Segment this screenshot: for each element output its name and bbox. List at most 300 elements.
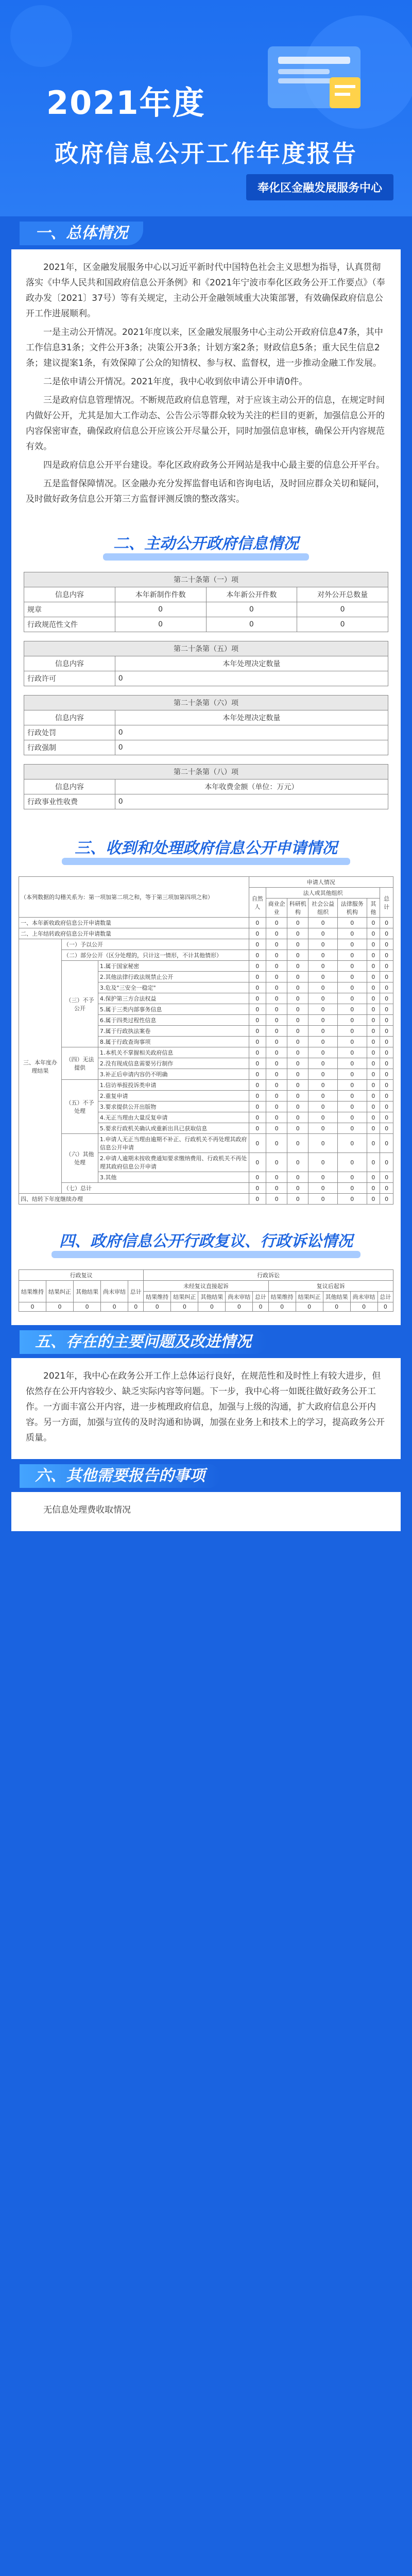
cell-value: 0	[115, 725, 388, 740]
cell-value: 0	[206, 602, 297, 617]
section-2-block	[11, 520, 401, 825]
col-header: 本年新制作件数	[115, 587, 206, 602]
section-1-para: 五是监督保障情况。区金融办充分发挥监督电话和咨询电话，及时回应群众关切和疑问，及时做好政务信息公开第三方监督评测反馈的整改落实。	[26, 479, 385, 504]
col-group-header: 行政复议	[19, 1270, 144, 1281]
cell-value: 0	[171, 1302, 198, 1312]
col-header: 结果维持	[268, 1292, 296, 1302]
col-header: 尚未审结	[101, 1281, 128, 1302]
col-header: 自然人	[249, 888, 266, 918]
cell-value: 0	[249, 1037, 266, 1047]
section-1-para: 一是主动公开情况。2021年度以来，区金融发展服务中心主动公开政府信息47条，其中工作信息31条；文件公开3条；决策公开3条；计划方案2条；财政信息5条；重大民生信息2条；建议提案1条，有效保障了公众的知情权、参与权、监督权，进一步推动金融工作发展。	[26, 327, 383, 368]
cell-value: 0	[337, 1123, 367, 1134]
col-header: 其他结果	[74, 1281, 101, 1302]
row-group-label: （五）不予处理	[62, 1080, 98, 1134]
section-5-text: 2021年，我中心在政务公开工作上总体运行良好，在规范性和及时性上有较大进步，但依然存在公开内容较少、缺乏实际内容等问题。下一步，我中心将一如既往做好政务公开工作。一方面丰富公开内容，进一步梳理政府信息，加强与上级的沟通，扩大政府信息公开内容。另一方面，加强与宣传的及时沟通和协调，加强在业务上和技术上的学习，提高政务公开质量。	[26, 1371, 385, 1443]
cell-value: 0	[266, 1026, 287, 1037]
cell-value: 0	[308, 918, 338, 928]
section-2-head	[11, 520, 401, 572]
cell-value: 0	[380, 1101, 393, 1112]
cell-value: 0	[266, 993, 287, 1004]
section-4-block	[11, 1218, 401, 1325]
col-group-header: 复议后起诉	[268, 1281, 393, 1292]
col-header: 总计	[253, 1292, 268, 1302]
cell-value: 0	[380, 1069, 393, 1080]
row-label: 2.其他法律行政法规禁止公开	[98, 972, 249, 982]
row-group-label: 三、本年度办理结果	[19, 939, 62, 1194]
table-row	[24, 725, 388, 740]
row-label: 6.属于四类过程性信息	[98, 1015, 249, 1026]
section-3-title: 三、收到和处理政府信息公开申请情况	[75, 839, 337, 857]
cell-value: 0	[308, 1123, 338, 1134]
table-caption: 第二十条第（五）项	[24, 641, 388, 656]
col-header: 对外公开总数量	[297, 587, 388, 602]
section-1-para: 三是政府信息管理情况。不断规范政府信息管理，对于应该主动公开的信息，在规定时间内做好公开，尤其是加大工作动态、公告公示等群众较为关注的栏目的更新，加强信息公开的内容保密审查，确保政府信息公开应该公开尽量公开，同时加强信息审核，确保公开内容规范有效。	[26, 395, 385, 452]
cell-value: 0	[380, 1134, 393, 1153]
col-group-header: 行政诉讼	[144, 1270, 393, 1281]
cell-value: 0	[367, 928, 380, 939]
row-label: 8.属于行政查询事项	[98, 1037, 249, 1047]
section-6-body	[11, 1492, 401, 1531]
table-corner-note: （本列数据的勾稽关系为：第一项加第二项之和，等于第三项加第四项之和）	[19, 877, 249, 918]
cell-value: 0	[268, 1302, 296, 1312]
col-group-header: 申请人情况	[249, 877, 393, 888]
cell-value: 0	[367, 982, 380, 993]
cell-value: 0	[266, 961, 287, 972]
cell-value: 0	[249, 918, 266, 928]
cell-value: 0	[337, 1047, 367, 1058]
cell-value: 0	[367, 1058, 380, 1069]
cell-value: 0	[308, 1153, 338, 1172]
spacer	[24, 686, 388, 696]
cell-value: 0	[297, 602, 388, 617]
cell-value: 0	[380, 1015, 393, 1026]
col-header: 总计	[380, 888, 393, 918]
col-header: 信息内容	[24, 710, 115, 725]
cell-value: 0	[287, 1037, 308, 1047]
cell-value: 0	[297, 617, 388, 632]
cell-value: 0	[266, 1037, 287, 1047]
section-6-head	[0, 1459, 412, 1492]
row-label: 1.本机关不掌握相关政府信息	[98, 1047, 249, 1058]
cell-value: 0	[266, 1134, 287, 1153]
cell-value: 0	[115, 671, 388, 686]
review-litigation-table	[19, 1269, 393, 1312]
cell-value: 0	[249, 939, 266, 950]
cell-value: 0	[266, 1183, 287, 1194]
cell-value: 0	[287, 961, 308, 972]
cell-value: 0	[308, 1058, 338, 1069]
spacer	[24, 755, 388, 765]
cell-value: 0	[266, 1101, 287, 1112]
cell-value: 0	[287, 918, 308, 928]
cell-value: 0	[367, 918, 380, 928]
col-header: 结果纠正	[171, 1292, 198, 1302]
section-3-block	[11, 825, 401, 1218]
cell-value: 0	[350, 1302, 377, 1312]
cell-value: 0	[266, 918, 287, 928]
col-header: 商业企业	[266, 899, 287, 918]
cell-value: 0	[308, 1112, 338, 1123]
cell-value: 0	[337, 1069, 367, 1080]
cell-value: 0	[115, 740, 388, 755]
row-label: 一、本年新收政府信息公开申请数量	[19, 918, 249, 928]
cell-value: 0	[308, 1026, 338, 1037]
cell-value: 0	[249, 1101, 266, 1112]
cell-value: 0	[308, 1047, 338, 1058]
row-group-label: （四）无法提供	[62, 1047, 98, 1080]
cell-value: 0	[367, 1037, 380, 1047]
cell-value: 0	[287, 1112, 308, 1123]
cell-value: 0	[249, 928, 266, 939]
cell-value: 0	[337, 1037, 367, 1047]
cell-value: 0	[308, 1015, 338, 1026]
cell-value: 0	[308, 1091, 338, 1101]
cell-value: 0	[380, 1037, 393, 1047]
cell-value: 0	[308, 1101, 338, 1112]
cell-value: 0	[367, 1004, 380, 1015]
cell-value: 0	[266, 1058, 287, 1069]
cell-value: 0	[249, 1080, 266, 1091]
cell-value: 0	[367, 1101, 380, 1112]
cell-value: 0	[308, 1037, 338, 1047]
cell-value: 0	[266, 1123, 287, 1134]
cell-value: 0	[337, 993, 367, 1004]
cell-value: 0	[380, 1194, 393, 1205]
row-label: 3.危及"三安全一稳定"	[98, 982, 249, 993]
section-4-head	[11, 1218, 401, 1269]
row-label: 行政处罚	[24, 725, 115, 740]
cell-value: 0	[287, 1123, 308, 1134]
table-caption: 第二十条第（八）项	[24, 765, 388, 779]
cell-value: 0	[377, 1302, 393, 1312]
cell-value: 0	[206, 617, 297, 632]
cell-value: 0	[380, 1153, 393, 1172]
cell-value: 0	[337, 939, 367, 950]
col-header: 信息内容	[24, 587, 115, 602]
cell-value: 0	[337, 1153, 367, 1172]
cell-value: 0	[367, 1183, 380, 1194]
cell-value: 0	[266, 1004, 287, 1015]
application-table	[19, 876, 393, 1205]
col-group-header: 法人或其他组织	[266, 888, 380, 899]
col-header: 总计	[128, 1281, 144, 1302]
cell-value: 0	[380, 1026, 393, 1037]
cell-value: 0	[287, 939, 308, 950]
col-group-header: 未经复议直接起诉	[144, 1281, 268, 1292]
cell-value: 0	[380, 1080, 393, 1091]
cell-value: 0	[249, 961, 266, 972]
col-header: 本年收费金额（单位：万元）	[115, 779, 388, 794]
cell-value: 0	[287, 1047, 308, 1058]
table-caption: 第二十条第（一）项	[24, 572, 388, 587]
cell-value: 0	[367, 1026, 380, 1037]
section-1-para: 二是依申请公开情况。2021年度，我中心收到依申请公开申请0件。	[43, 377, 308, 387]
cell-value: 0	[249, 1047, 266, 1058]
cell-value: 0	[266, 972, 287, 982]
cell-value: 0	[249, 1091, 266, 1101]
cell-value: 0	[380, 1183, 393, 1194]
section-1-para: 四是政府信息公开平台建设。奉化区政府政务公开网站是我中心最主要的信息公开平台。	[43, 460, 385, 470]
col-header: 本年新公开件数	[206, 587, 297, 602]
row-label: （一）予以公开	[62, 939, 249, 950]
cell-value: 0	[380, 1091, 393, 1101]
col-header: 其他结果	[198, 1292, 226, 1302]
section-2-title: 二、主动公开政府信息情况	[113, 535, 299, 553]
row-label: 4.保护第三方合法权益	[98, 993, 249, 1004]
cell-value: 0	[380, 1004, 393, 1015]
cell-value: 0	[287, 1026, 308, 1037]
table-row	[19, 928, 393, 939]
row-label: 行政许可	[24, 671, 115, 686]
cell-value: 0	[249, 972, 266, 982]
cell-value: 0	[249, 1183, 266, 1194]
cell-value: 0	[249, 993, 266, 1004]
cell-value: 0	[249, 1015, 266, 1026]
report-year: 2021年度	[46, 84, 205, 122]
cell-value: 0	[266, 1069, 287, 1080]
section-6-title: 六、其他需要报告的事项	[20, 1464, 220, 1488]
cell-value: 0	[308, 1172, 338, 1183]
table-caption: 第二十条第（六）项	[24, 696, 388, 710]
cell-value: 0	[367, 1172, 380, 1183]
cell-value: 0	[380, 1112, 393, 1123]
section-5-body	[11, 1358, 401, 1459]
cell-value: 0	[337, 1112, 367, 1123]
cell-value: 0	[74, 1302, 101, 1312]
cell-value: 0	[337, 961, 367, 972]
row-label: 3.其他	[98, 1172, 249, 1183]
cell-value: 0	[337, 1101, 367, 1112]
cell-value: 0	[308, 1069, 338, 1080]
cell-value: 0	[308, 1080, 338, 1091]
cell-value: 0	[337, 1194, 367, 1205]
cell-value: 0	[287, 1091, 308, 1101]
table-row	[24, 794, 388, 809]
cell-value: 0	[46, 1302, 74, 1312]
cell-value: 0	[380, 982, 393, 993]
section-1-head	[0, 216, 412, 249]
table-row	[24, 740, 388, 755]
cell-value: 0	[367, 972, 380, 982]
cell-value: 0	[287, 1101, 308, 1112]
col-header: 总计	[377, 1292, 393, 1302]
cell-value: 0	[249, 1058, 266, 1069]
cell-value: 0	[308, 972, 338, 982]
cell-value: 0	[144, 1302, 171, 1312]
table-row	[24, 671, 388, 686]
cell-value: 0	[367, 939, 380, 950]
cell-value: 0	[266, 1047, 287, 1058]
spacer	[24, 632, 388, 641]
cell-value: 0	[249, 1194, 266, 1205]
report-title: 政府信息公开工作年度报告	[55, 140, 357, 167]
col-header: 结果维持	[144, 1292, 171, 1302]
cell-value: 0	[249, 1134, 266, 1153]
cell-value: 0	[249, 950, 266, 961]
heading-underline	[52, 1251, 360, 1258]
cell-value: 0	[287, 1172, 308, 1183]
cell-value: 0	[287, 1194, 308, 1205]
row-label: 四、结转下年度继续办理	[19, 1194, 249, 1205]
cell-value: 0	[380, 961, 393, 972]
cell-value: 0	[115, 617, 206, 632]
cell-value: 0	[308, 950, 338, 961]
section-1-title: 一、总体情况	[20, 222, 143, 245]
cell-value: 0	[323, 1302, 350, 1312]
cell-value: 0	[367, 961, 380, 972]
cell-value: 0	[287, 982, 308, 993]
cell-value: 0	[287, 928, 308, 939]
report-org: 奉化区金融发展服务中心	[246, 174, 393, 200]
row-label: 1.申请人无正当理由逾期不补正、行政机关不再处理其政府信息公开申请	[98, 1134, 249, 1153]
cell-value: 0	[249, 1112, 266, 1123]
cell-value: 0	[266, 939, 287, 950]
row-label: 5.属于三类内部事务信息	[98, 1004, 249, 1015]
cell-value: 0	[308, 982, 338, 993]
cell-value: 0	[308, 1194, 338, 1205]
cell-value: 0	[115, 794, 388, 809]
cell-value: 0	[380, 950, 393, 961]
cell-value: 0	[249, 1026, 266, 1037]
cell-value: 0	[287, 993, 308, 1004]
table-row	[19, 939, 393, 950]
cell-value: 0	[266, 1091, 287, 1101]
col-header: 结果纠正	[46, 1281, 74, 1302]
row-label: （二）部分公开（区分处理的，只计这一情形，不计其他情形）	[62, 950, 249, 961]
cell-value: 0	[266, 982, 287, 993]
cell-value: 0	[266, 928, 287, 939]
cell-value: 0	[337, 928, 367, 939]
cell-value: 0	[249, 1123, 266, 1134]
cell-value: 0	[380, 939, 393, 950]
cell-value: 0	[287, 1058, 308, 1069]
section-1-para: 2021年，区金融发展服务中心以习近平新时代中国特色社会主义思想为指导，认真贯彻落实《中华人民共和国政府信息公开条例》和《2021年宁波市奉化区政务公开工作要点》（奉政办发〔2021〕37号）等有关规定，主动公开金融领域重大决策部署，有效确保政府信息公开工作进展顺利。	[26, 262, 385, 319]
cell-value: 0	[287, 972, 308, 982]
row-label: 1.信访举报投诉类申请	[98, 1080, 249, 1091]
row-label: 2.申请人逾期未按收费通知要求缴纳费用、行政机关不再处理其政府信息公开申请	[98, 1153, 249, 1172]
cell-value: 0	[287, 1069, 308, 1080]
cell-value: 0	[287, 1134, 308, 1153]
cell-value: 0	[337, 1004, 367, 1015]
cell-value: 0	[337, 982, 367, 993]
cell-value: 0	[287, 1153, 308, 1172]
table-row	[24, 617, 388, 632]
cell-value: 0	[380, 972, 393, 982]
section-1-body	[11, 249, 401, 520]
row-label: 7.属于行政执法案卷	[98, 1026, 249, 1037]
section-5-head	[0, 1325, 412, 1358]
row-label: 4.无正当理由大量反复申请	[98, 1112, 249, 1123]
table-row	[19, 950, 393, 961]
cell-value: 0	[198, 1302, 226, 1312]
row-label: 1.属于国家秘密	[98, 961, 249, 972]
cell-value: 0	[380, 1047, 393, 1058]
row-label: 二、上年结转政府信息公开申请数量	[19, 928, 249, 939]
cell-value: 0	[308, 1004, 338, 1015]
cell-value: 0	[367, 1112, 380, 1123]
table-row	[19, 1194, 393, 1205]
row-group-label: （三）不予公开	[62, 961, 98, 1047]
cell-value: 0	[287, 1004, 308, 1015]
row-label: 行政规范性文件	[24, 617, 115, 632]
cell-value: 0	[337, 1172, 367, 1183]
cell-value: 0	[249, 1069, 266, 1080]
row-label: 行政强制	[24, 740, 115, 755]
cell-value: 0	[380, 918, 393, 928]
row-label: 行政事业性收费	[24, 794, 115, 809]
section-3-head	[11, 825, 401, 876]
table-row	[19, 1047, 393, 1058]
table-row	[24, 602, 388, 617]
section-5-title: 五、存在的主要问题及改进情况	[20, 1330, 267, 1354]
col-header: 本年处理决定数量	[115, 656, 388, 671]
row-label: 2.没有现成信息需要另行制作	[98, 1058, 249, 1069]
table-row	[19, 1302, 393, 1312]
cell-value: 0	[337, 1015, 367, 1026]
col-header: 其他	[367, 899, 380, 918]
cell-value: 0	[380, 993, 393, 1004]
cell-value: 0	[367, 1080, 380, 1091]
row-group-label: （六）其他处理	[62, 1134, 98, 1183]
cell-value: 0	[266, 950, 287, 961]
section-4-title: 四、政府信息公开行政复议、行政诉讼情况	[59, 1232, 353, 1250]
cell-value: 0	[367, 950, 380, 961]
cell-value: 0	[367, 1091, 380, 1101]
col-header: 本年处理决定数量	[115, 710, 388, 725]
table-20-1	[24, 572, 388, 809]
cell-value: 0	[266, 1080, 287, 1091]
col-header: 尚未审结	[226, 1292, 253, 1302]
cell-value: 0	[296, 1302, 323, 1312]
heading-underline	[62, 858, 350, 865]
cell-value: 0	[253, 1302, 268, 1312]
cell-value: 0	[266, 1172, 287, 1183]
col-header: 信息内容	[24, 779, 115, 794]
cell-value: 0	[367, 1047, 380, 1058]
col-header: 其他结果	[323, 1292, 350, 1302]
cell-value: 0	[337, 1091, 367, 1101]
cell-value: 0	[337, 1080, 367, 1091]
cell-value: 0	[367, 1069, 380, 1080]
cell-value: 0	[337, 1058, 367, 1069]
cell-value: 0	[380, 1123, 393, 1134]
cell-value: 0	[367, 1015, 380, 1026]
cell-value: 0	[308, 1183, 338, 1194]
col-header: 社会公益组织	[308, 899, 338, 918]
cell-value: 0	[115, 602, 206, 617]
col-header: 科研机构	[287, 899, 308, 918]
cell-value: 0	[266, 1112, 287, 1123]
table-row	[19, 1080, 393, 1091]
cell-value: 0	[380, 1058, 393, 1069]
cell-value: 0	[19, 1302, 46, 1312]
report-hero	[0, 0, 412, 216]
cell-value: 0	[249, 982, 266, 993]
col-header: 结果维持	[19, 1281, 46, 1302]
cell-value: 0	[308, 961, 338, 972]
cell-value: 0	[308, 928, 338, 939]
footer-band	[0, 1531, 412, 1564]
cell-value: 0	[249, 1004, 266, 1015]
cell-value: 0	[380, 1172, 393, 1183]
cell-value: 0	[337, 1134, 367, 1153]
table-row	[19, 918, 393, 928]
cell-value: 0	[367, 1134, 380, 1153]
row-label: （七）总计	[62, 1183, 249, 1194]
row-label: 规章	[24, 602, 115, 617]
cell-value: 0	[287, 1080, 308, 1091]
cell-value: 0	[337, 950, 367, 961]
